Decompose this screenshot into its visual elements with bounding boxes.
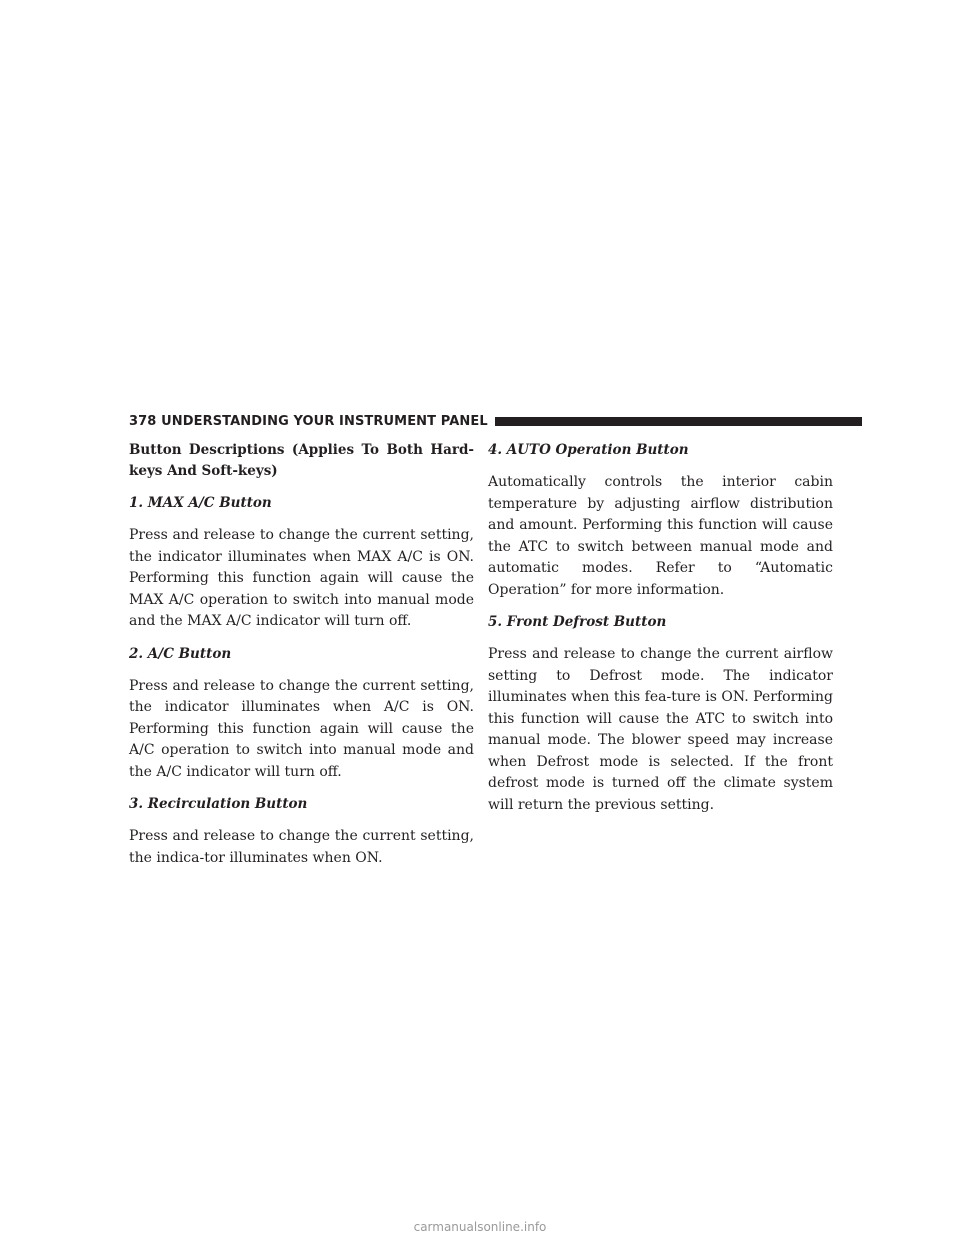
left-column (129, 440, 474, 869)
ac-heading: 2. A/C Button (129, 645, 232, 662)
right-column (488, 440, 833, 816)
page-header (129, 413, 862, 429)
ac-text: Press and release to change the current setting, the indicator illuminates when A/C is ON. Performing this function again will cause the A/C operation to switch into manual mode and the A/C indicator will turn off. (129, 677, 474, 780)
recirculation-text: Press and release to change the current setting, the indica-tor illuminates when ON. (129, 828, 474, 866)
page-header-label (129, 414, 488, 429)
page-number: 378 (129, 413, 157, 429)
max-ac-heading: 1. MAX A/C Button (129, 495, 272, 511)
front-defrost-heading: 5. Front Defrost Button (488, 614, 667, 630)
header-rule (495, 417, 862, 426)
max-ac-text: Press and release to change the current setting, the indicator illuminates when MAX A/C is ON. Performing this function again will cause the MAX A/C operation to switch into manual mode and the MAX A/C indicator will turn off. (129, 527, 474, 629)
recirculation-heading: 3. Recirculation Button (129, 796, 308, 812)
auto-operation-text: Automatically controls the interior cabin temperature by adjusting airflow distribution and amount. Performing this function will cause the ATC to switch between manual mode and automatic modes. Refer to “Automatic Operation” for more information. (488, 474, 833, 598)
button-descriptions-title: Button Descriptions (Applies To Both Hard-keys And Soft-keys) (129, 442, 474, 479)
section-title: UNDERSTANDING YOUR INSTRUMENT PANEL (161, 413, 488, 429)
auto-operation-heading: 4. AUTO Operation Button (488, 442, 689, 458)
watermark: carmanualsonline.info (413, 1220, 547, 1234)
front-defrost-text: Press and release to change the current airflow setting to Defrost mode. The indicator illuminates when this fea-ture is ON. Performing this function will cause the ATC to switch into manual mode. The blower speed may increase when Defrost mode is selected. If the front defrost mode is turned off the climate system will return the previous setting. (488, 646, 833, 813)
